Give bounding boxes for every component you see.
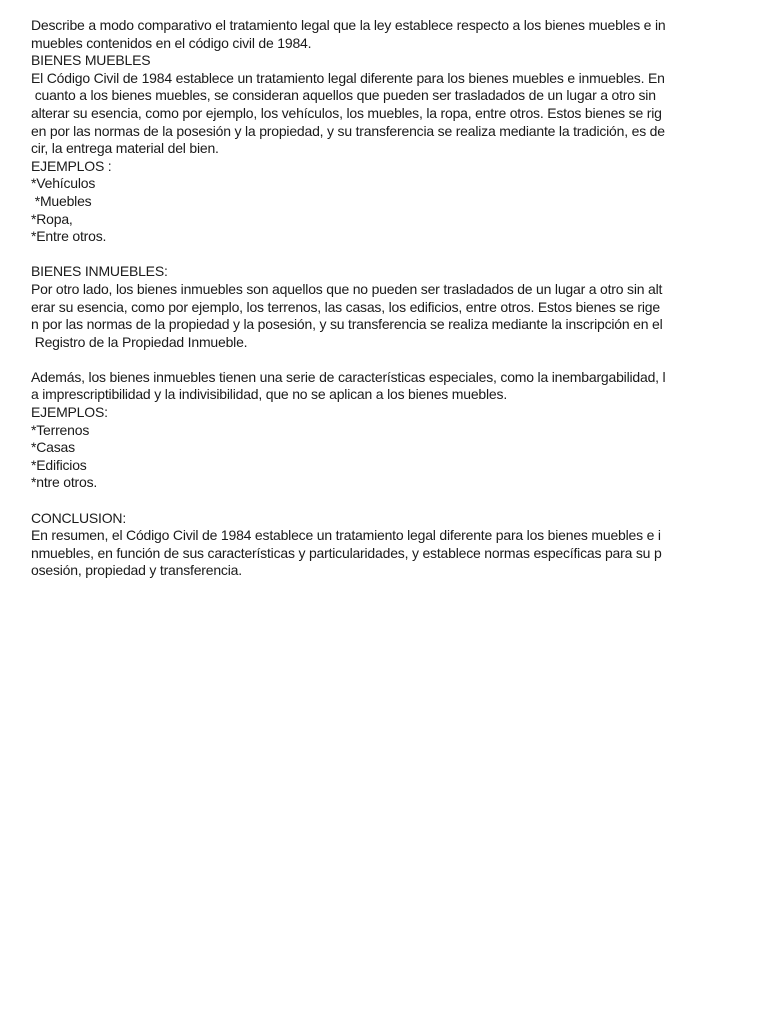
section-heading-muebles: BIENES MUEBLES <box>31 52 151 69</box>
examples-heading-muebles: EJEMPLOS : <box>31 157 112 174</box>
paragraph-line: alterar su esencia, como por ejemplo, los vehículos, los muebles, la ropa, entre otros. Estos bienes se rig <box>31 104 662 121</box>
example-item: *Edificios <box>31 456 87 473</box>
example-item: *Ropa, <box>31 210 73 227</box>
spacer <box>31 351 751 369</box>
question-text-bold: muebles contenidos en el <box>31 34 189 51</box>
paragraph-line: a imprescriptibilidad y la indivisibilidad, que no se aplican a los bienes muebles. <box>31 386 508 403</box>
paragraph-line: nmuebles, en función de sus características y particularidades, y establece normas específicas para su p <box>31 544 662 561</box>
paragraph-line: osesión, propiedad y transferencia. <box>31 562 242 579</box>
paragraph-line: Registro de la Propiedad Inmueble. <box>31 333 248 350</box>
paragraph-line: En resumen, el Código Civil de 1984 establece un tratamiento legal diferente para los bienes muebles e i <box>31 527 661 544</box>
question-text-continued <box>31 35 751 53</box>
paragraph-line: El Código Civil de 1984 establece un tratamiento legal diferente para los bienes muebles e inmuebles. En <box>31 69 665 86</box>
paragraph-line: cir, la entrega material del bien. <box>31 140 219 157</box>
example-item: *ntre otros. <box>31 474 98 491</box>
question-text-normal: código civil de 1984. <box>188 34 312 51</box>
example-item: *Casas <box>31 439 75 456</box>
spacer <box>31 492 751 510</box>
example-item: *Vehículos <box>31 175 96 192</box>
section-heading-conclusion: CONCLUSION: <box>31 509 127 526</box>
paragraph-line: Además, los bienes inmuebles tienen una serie de características especiales, como la inembargabilidad, l <box>31 368 666 385</box>
document-page <box>31 17 751 580</box>
example-item: *Muebles <box>31 192 92 209</box>
paragraph-line: n por las normas de la propiedad y la posesión, y su transferencia se realiza mediante la inscripción en el <box>31 316 663 333</box>
paragraph-line: cuanto a los bienes muebles, se consideran aquellos que pueden ser trasladados de un lugar a otro sin <box>31 87 656 104</box>
example-item: *Entre otros. <box>31 228 107 245</box>
section-heading-inmuebles: BIENES INMUEBLES: <box>31 263 168 280</box>
paragraph-line: Por otro lado, los bienes inmuebles son aquellos que no pueden ser trasladados de un lugar a otro sin alt <box>31 280 663 297</box>
paragraph-line: erar su esencia, como por ejemplo, los terrenos, las casas, los edificios, entre otros. Estos bienes se rige <box>31 298 660 315</box>
example-item: *Terrenos <box>31 421 90 438</box>
question-text: Describe a modo comparativo el tratamiento legal que la ley establece respecto a los bienes muebles e in <box>31 17 666 33</box>
paragraph-line: en por las normas de la posesión y la propiedad, y su transferencia se realiza mediante la tradición, es de <box>31 122 665 139</box>
spacer <box>31 246 751 264</box>
examples-heading-inmuebles: EJEMPLOS: <box>31 404 108 421</box>
